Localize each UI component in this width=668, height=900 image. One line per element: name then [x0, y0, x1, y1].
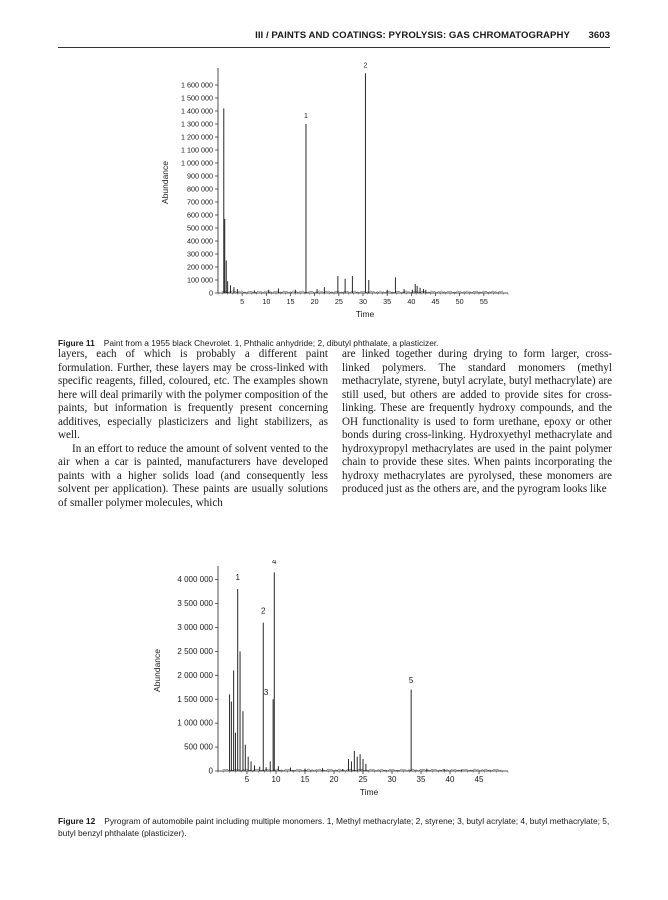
- x-tick-label: 55: [479, 297, 488, 306]
- y-tick-label: 3 000 000: [177, 623, 213, 633]
- y-tick-label: 500 000: [184, 742, 213, 752]
- peak-annotation-1: 1: [304, 113, 308, 121]
- x-tick-label: 50: [455, 297, 464, 306]
- x-tick-label: 15: [286, 297, 295, 306]
- right-col-paragraph-1: are linked together during drying to form larger, cross-linked polymers. The standard monomers (methyl methacrylate, styrene, butyl acrylate, butyl methacrylate) are still used, but others are added to provide sites for cross-linking. These are frequently hydroxy compounds, and the OH functionality is used to form urethane, epoxy or other bonds during cross-linking. Hydroxyethyl methacrylate and hydroxypropyl methacrylates are used in the paint polymer chain to provide these sites. When paints incorporating the hydroxy methacrylates are pyrolysed, these monomers are produced just as the others are, and the pyrogram looks like: [342, 348, 612, 495]
- x-tick-label: 20: [310, 297, 319, 306]
- body-text: [58, 348, 612, 510]
- y-tick-label: 900 000: [187, 171, 213, 181]
- x-tick-label: 10: [262, 297, 271, 306]
- y-tick-label: 0: [208, 766, 213, 776]
- peak-annotation-2: 2: [363, 62, 368, 70]
- y-tick-label: 0: [209, 288, 213, 298]
- x-tick-label: 40: [445, 775, 455, 784]
- y-tick-label: 1 600 000: [181, 80, 213, 90]
- y-tick-label: 1 100 000: [181, 145, 213, 155]
- right-column: [342, 348, 612, 510]
- y-tick-label: 200 000: [187, 262, 213, 272]
- y-tick-label: 2 000 000: [177, 670, 213, 680]
- left-column: [58, 348, 328, 510]
- x-tick-label: 30: [359, 297, 367, 306]
- figure-11-chromatogram: [0, 62, 668, 332]
- y-tick-label: 300 000: [187, 249, 213, 259]
- peak-annotation-1: 1: [235, 572, 240, 582]
- y-tick-label: 400 000: [187, 236, 213, 246]
- x-tick-label: 5: [244, 775, 250, 784]
- y-tick-label: 1 400 000: [181, 106, 213, 116]
- x-tick-label: 45: [431, 297, 440, 306]
- x-tick-label: 30: [387, 775, 397, 784]
- figure-11-caption-label: Figure 11: [58, 338, 95, 348]
- y-tick-label: 600 000: [187, 210, 213, 220]
- y-tick-label: 1 500 000: [177, 694, 213, 704]
- running-title: III / PAINTS AND COATINGS: PYROLYSIS: GAS CHROMATOGRAPHY: [255, 30, 570, 41]
- x-tick-label: 35: [383, 297, 392, 306]
- peak-annotation-2: 2: [261, 606, 266, 616]
- left-col-paragraph-1: layers, each of which is probably a different paint formulation. Further, these layers may be cross-linked with specific reagents, filled, coloured, etc. The examples shown here will deal primarily with the polymer composition of the paints, but information is frequently present concerning additives, especially plasticizers and light stabilizers, as well.: [58, 348, 328, 441]
- running-head: [58, 30, 610, 48]
- y-tick-label: 700 000: [187, 197, 213, 207]
- x-tick-label: 5: [240, 297, 245, 306]
- x-tick-label: 25: [334, 297, 343, 306]
- y-tick-label: 1 000 000: [181, 158, 213, 168]
- y-tick-label: 800 000: [187, 184, 213, 194]
- peak-annotation-3: 3: [263, 687, 269, 697]
- y-axis-label: Abundance: [160, 160, 170, 205]
- x-tick-label: 20: [329, 775, 339, 784]
- figure-12-caption-label: Figure 12: [58, 816, 96, 826]
- y-tick-label: 2 500 000: [177, 646, 213, 656]
- left-col-paragraph-2: In an effort to reduce the amount of solvent vented to the air when a car is painted, manufacturers have developed paints with a higher solids load (and consequently less solvent per application). These paints are usually solutions of smaller polymer molecules, which: [58, 442, 328, 509]
- y-tick-label: 1 000 000: [177, 718, 213, 728]
- figure-12-chromatogram: [0, 560, 668, 810]
- y-tick-label: 1 200 000: [181, 132, 213, 142]
- page-number: 3603: [588, 30, 610, 41]
- y-tick-label: 4 000 000: [177, 575, 213, 585]
- x-tick-label: 15: [300, 775, 310, 784]
- figure-12-caption: [58, 815, 618, 839]
- y-tick-label: 1 300 000: [181, 119, 213, 129]
- x-tick-label: 45: [474, 775, 484, 784]
- y-tick-label: 1 500 000: [181, 93, 213, 103]
- x-axis-label: Time: [355, 309, 375, 319]
- figure-11-caption-text: Paint from a 1955 black Chevrolet. 1, Phthalic anhydride; 2, dibutyl phthalate, a plasticizer.: [103, 338, 439, 348]
- peak-annotation-4: 4: [272, 560, 277, 567]
- peak-annotation-5: 5: [408, 675, 414, 685]
- y-tick-label: 100 000: [187, 275, 213, 285]
- y-tick-label: 500 000: [187, 223, 213, 233]
- figure-12-caption-text: Pyrogram of automobile paint including multiple monomers. 1, Methyl methacrylate; 2, styrene; 3, butyl acrylate; 4, butyl methacrylate; 5, butyl benzyl phthalate (plasticizer).: [58, 816, 610, 838]
- x-tick-label: 40: [407, 297, 416, 306]
- x-tick-label: 10: [271, 775, 281, 784]
- y-axis-label: Abundance: [152, 648, 162, 693]
- x-tick-label: 35: [416, 775, 426, 784]
- y-tick-label: 3 500 000: [177, 599, 213, 609]
- x-axis-label: Time: [359, 787, 379, 797]
- x-tick-label: 25: [358, 775, 368, 784]
